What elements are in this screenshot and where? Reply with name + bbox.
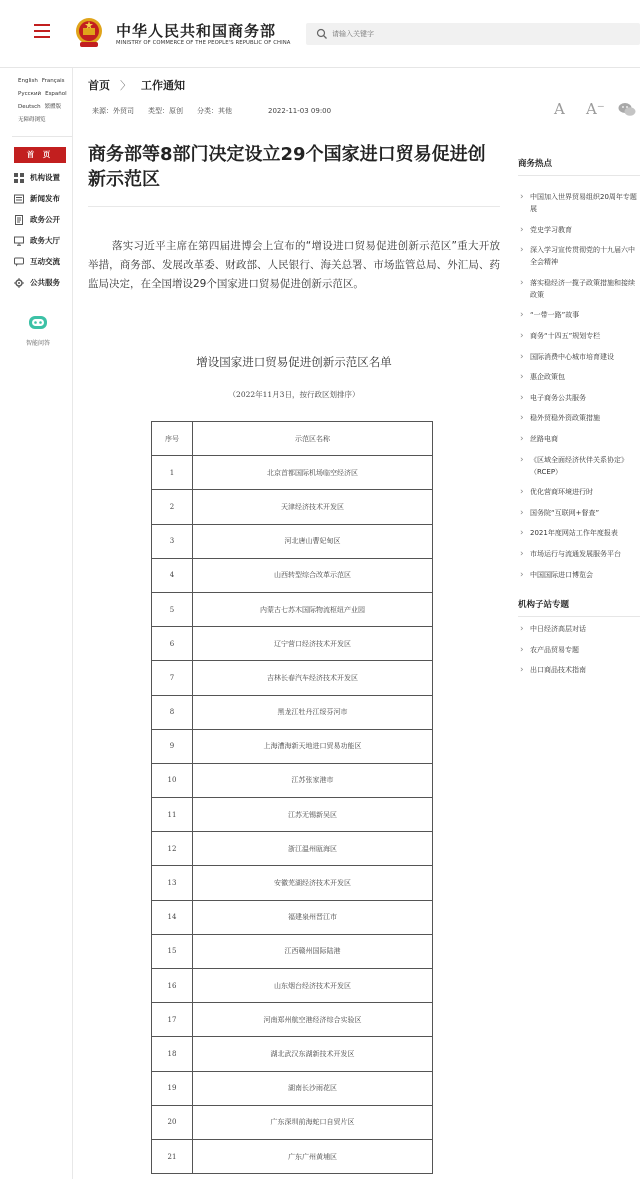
row-number: 8 (152, 695, 193, 729)
table-row (152, 490, 433, 524)
breadcrumb-current[interactable]: 工作通知 (141, 79, 185, 92)
table-header-name: 示范区名称 (193, 422, 433, 456)
monitor-icon (14, 236, 24, 246)
nav-service-hall[interactable] (14, 230, 66, 251)
article-meta (92, 106, 345, 116)
hot-topic-link[interactable]: › 《区域全面经济伙伴关系协定》（RCEP） (518, 454, 640, 478)
zone-name: 河北唐山曹妃甸区 (193, 524, 433, 558)
nav-news[interactable] (14, 188, 66, 209)
zone-name: 北京首都国际机场临空经济区 (193, 456, 433, 490)
table-row (152, 592, 433, 626)
font-size-decrease-button[interactable]: A⁻ (586, 100, 605, 118)
table-title: 增设国家进口贸易促进创新示范区名单 (196, 355, 392, 369)
row-number: 12 (152, 832, 193, 866)
table-row (152, 1071, 433, 1105)
hot-topics-title: 商务热点 (518, 159, 553, 169)
table-row (152, 456, 433, 490)
zone-name: 广东广州黄埔区 (193, 1139, 433, 1173)
zone-name: 河南郑州航空港经济综合实验区 (193, 1003, 433, 1037)
row-number: 5 (152, 592, 193, 626)
national-emblem-icon[interactable] (74, 16, 104, 50)
breadcrumb (88, 77, 185, 93)
hot-topics-list (518, 191, 640, 581)
table-row (152, 798, 433, 832)
table-row (152, 1139, 433, 1173)
nav-label: 政务大厅 (30, 236, 60, 245)
row-number: 18 (152, 1037, 193, 1071)
table-row (152, 729, 433, 763)
table-row (152, 969, 433, 1003)
hot-topic-link[interactable]: › 丝路电商 (518, 433, 640, 445)
lang-spanish[interactable]: Español (45, 91, 67, 97)
table-row (152, 934, 433, 968)
article-type: 类型：原创 (148, 107, 183, 115)
nav-public-affairs[interactable] (14, 209, 66, 230)
menu-icon[interactable] (34, 24, 50, 40)
table-subtitle: （2022年11月3日，按行政区划排序） (228, 390, 360, 399)
nav-label: 互动交流 (30, 257, 60, 266)
document-icon (14, 215, 24, 225)
hot-topic-link[interactable]: › 商务“十四五”规划专栏 (518, 330, 640, 342)
wechat-share-icon[interactable] (618, 102, 636, 117)
row-number: 17 (152, 1003, 193, 1037)
zone-list-table (151, 421, 433, 1174)
article-source: 来源：外贸司 (92, 107, 134, 115)
lang-french[interactable]: Français (41, 78, 65, 84)
article-date: 2022-11-03 09:00 (268, 107, 332, 115)
row-number: 11 (152, 798, 193, 832)
table-row (152, 627, 433, 661)
nav-label: 政务公开 (30, 215, 60, 224)
row-number: 9 (152, 729, 193, 763)
substation-link[interactable]: › 农产品贸易专题 (518, 644, 640, 656)
zone-name: 黑龙江牡丹江绥芬河市 (193, 695, 433, 729)
row-number: 6 (152, 627, 193, 661)
robot-icon (27, 314, 49, 332)
zone-name: 湖南长沙雨花区 (193, 1071, 433, 1105)
row-number: 1 (152, 456, 193, 490)
zone-name: 吉林长春汽车经济技术开发区 (193, 661, 433, 695)
zone-name: 天津经济技术开发区 (193, 490, 433, 524)
zone-name: 上海漕海新天地进口贸易功能区 (193, 729, 433, 763)
search-input[interactable] (332, 25, 632, 43)
hot-topic-link[interactable]: › 深入学习宣传贯彻党的十九届六中全会精神 (518, 244, 640, 268)
zone-name: 福建泉州晋江市 (193, 900, 433, 934)
zone-name: 广东深圳前海蛇口自贸片区 (193, 1105, 433, 1139)
article-title: 商务部等8部门决定设立29个国家进口贸易促进创新示范区 (88, 144, 486, 190)
zone-name: 安徽芜湖经济技术开发区 (193, 866, 433, 900)
search-icon[interactable] (316, 28, 328, 40)
table-row (152, 900, 433, 934)
substation-link[interactable]: › 出口商品技术指南 (518, 664, 640, 676)
grid-icon (14, 173, 24, 183)
substation-list (518, 623, 640, 676)
nav-interaction[interactable] (14, 251, 66, 272)
zone-name: 山西转型综合改革示范区 (193, 558, 433, 592)
table-row (152, 763, 433, 797)
row-number: 19 (152, 1071, 193, 1105)
hot-topic-link[interactable]: › 国务院“互联网+督查” (518, 507, 640, 519)
nav-home[interactable]: 首 页 (14, 147, 66, 163)
hot-topic-link[interactable]: › 中国国际进口博览会 (518, 569, 640, 581)
table-row (152, 1037, 433, 1071)
zone-name: 湖北武汉东湖新技术开发区 (193, 1037, 433, 1071)
zone-name: 江西赣州国际陆港 (193, 934, 433, 968)
hot-topic-link[interactable]: › 惠企政策包 (518, 371, 640, 383)
zone-name: 江苏无锡新吴区 (193, 798, 433, 832)
row-number: 20 (152, 1105, 193, 1139)
substation-link[interactable]: › 中日经济高层对话 (518, 623, 640, 635)
table-row (152, 695, 433, 729)
row-number: 16 (152, 969, 193, 1003)
table-header-row (152, 422, 433, 456)
table-row (152, 832, 433, 866)
nav-organization[interactable] (14, 167, 66, 188)
hot-topic-link[interactable]: › 稳外贸稳外资政策措施 (518, 412, 640, 424)
table-row (152, 661, 433, 695)
table-row (152, 866, 433, 900)
chat-icon (14, 257, 24, 267)
hot-topic-link[interactable]: › 优化营商环境进行时 (518, 486, 640, 498)
table-header-no: 序号 (152, 422, 193, 456)
hot-topic-link[interactable]: › “一带一路”故事 (518, 309, 640, 321)
row-number: 7 (152, 661, 193, 695)
hot-topic-link[interactable]: › 国际消费中心城市培育建设 (518, 351, 640, 363)
gear-icon (14, 278, 24, 288)
font-size-increase-button[interactable]: A (554, 100, 565, 118)
smart-qa-button[interactable] (18, 314, 58, 347)
zone-name: 内蒙古七苏木国际物流枢纽产业园 (193, 592, 433, 626)
language-links (18, 75, 73, 127)
article-category: 分类：其他 (197, 107, 232, 115)
row-number: 15 (152, 934, 193, 968)
left-sidebar (0, 68, 73, 1179)
breadcrumb-separator: 〉 (120, 79, 131, 92)
zone-name: 江苏张家港市 (193, 763, 433, 797)
lang-traditional-chinese[interactable]: 繁體版 (44, 104, 62, 110)
breadcrumb-home[interactable]: 首页 (88, 79, 110, 92)
table-row (152, 1105, 433, 1139)
hot-topic-link[interactable]: › 党史学习教育 (518, 224, 640, 236)
site-header (0, 0, 640, 68)
lang-english[interactable]: English (18, 78, 38, 84)
hot-topic-link[interactable]: › 落实稳经济一揽子政策措施和接续政策 (518, 277, 640, 301)
smart-qa-label: 智能问答 (25, 340, 50, 347)
row-number: 21 (152, 1139, 193, 1173)
hot-topic-link[interactable]: › 2021年度网站工作年度报表 (518, 527, 640, 539)
table-row (152, 524, 433, 558)
hot-topic-link[interactable]: › 中国加入世界贸易组织20周年专题展 (518, 191, 640, 215)
hot-topic-link[interactable]: › 市场运行与流通发展服务平台 (518, 548, 640, 560)
article-paragraph: 落实习近平主席在第四届进博会上宣布的“增设进口贸易促进创新示范区”重大开放举措，商务部、发展改革委、财政部、人民银行、海关总署、市场监管总局、外汇局、药监局决定，在全国增设29个国家进口贸易促进创新示范区。 (88, 240, 500, 290)
accessibility-link[interactable]: 无障碍浏览 (18, 117, 46, 123)
lang-russian[interactable]: Русский (18, 91, 42, 97)
row-number: 14 (152, 900, 193, 934)
site-logo-subtitle: MINISTRY OF COMMERCE OF THE PEOPLE'S REPUBLIC OF CHINA (116, 40, 291, 46)
zone-name: 浙江温州瓯海区 (193, 832, 433, 866)
row-number: 4 (152, 558, 193, 592)
zone-name: 辽宁营口经济技术开发区 (193, 627, 433, 661)
nav-label: 机构设置 (30, 173, 60, 182)
nav-public-service[interactable] (14, 272, 66, 293)
divider (12, 136, 72, 137)
divider (88, 206, 500, 207)
table-row (152, 558, 433, 592)
site-logo-title[interactable]: 中华人民共和国商务部 (116, 22, 277, 40)
row-number: 13 (152, 866, 193, 900)
hot-topic-link[interactable]: › 电子商务公共服务 (518, 392, 640, 404)
nav-label: 公共服务 (30, 278, 60, 287)
row-number: 3 (152, 524, 193, 558)
lang-german[interactable]: Deutsch (18, 104, 41, 110)
newspaper-icon (14, 194, 24, 204)
row-number: 2 (152, 490, 193, 524)
nav-label: 新闻发布 (30, 194, 60, 203)
zone-name: 山东烟台经济技术开发区 (193, 969, 433, 1003)
divider (518, 616, 640, 617)
substation-title: 机构子站专题 (518, 600, 570, 610)
row-number: 10 (152, 763, 193, 797)
search-box (306, 23, 640, 45)
main-nav (14, 147, 66, 293)
table-row (152, 1003, 433, 1037)
divider (518, 175, 640, 176)
